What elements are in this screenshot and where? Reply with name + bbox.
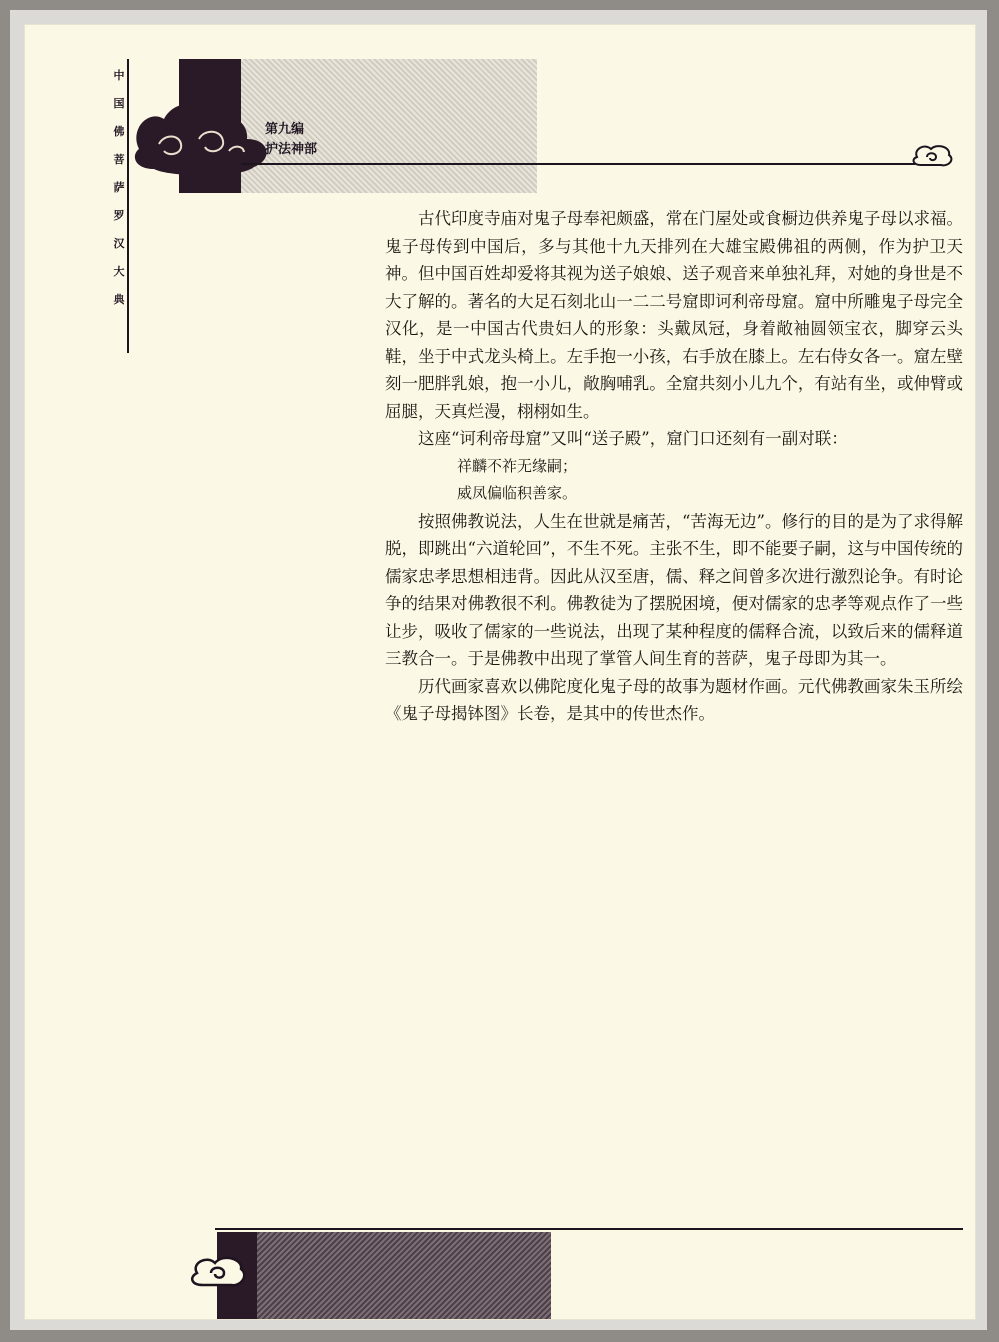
book-page <box>24 24 976 1320</box>
couplet-line: 祥麟不祚无缘嗣； <box>457 456 578 475</box>
chapter-heading <box>265 120 317 160</box>
chapter-number: 第九编 <box>265 122 305 137</box>
footer-texture <box>257 1232 551 1320</box>
paragraph: 这座“诃利帝母窟”又叫“送子殿”，窟门口还刻有一副对联： <box>418 429 848 448</box>
article-body <box>385 205 963 728</box>
series-title-char: 汉 <box>113 237 125 250</box>
series-title-char: 国 <box>113 97 125 110</box>
header-rule <box>241 163 915 165</box>
cloud-scroll-ornament-icon <box>129 89 279 179</box>
series-title-char: 大 <box>113 265 125 278</box>
cloud-swirl-icon <box>189 1253 249 1289</box>
series-title-vertical <box>109 67 129 307</box>
paragraph: 按照佛教说法，人生在世就是痛苦，“苦海无边”。修行的目的是为了求得解脱，即跳出“六道轮回”，不生不死。主张不生，即不能要子嗣，这与中国传统的儒家忠孝思想相违背。因此从汉至唐，儒、释之间曾多次进行激烈论争。有时论争的结果对佛教很不利。佛教徒为了摆脱困境，便对儒家的忠孝等观点作了一些让步，吸收了儒家的一些说法，出现了某种程度的儒释合流，以致后来的儒释道三教合一。于是佛教中出现了掌管人间生育的菩萨，鬼子母即为其一。 <box>385 511 963 668</box>
couplet-line: 威凤偏临积善家。 <box>457 484 578 502</box>
series-title-char: 萨 <box>113 181 125 194</box>
paragraph: 古代印度寺庙对鬼子母奉祀颇盛，常在门屋处或食橱边供养鬼子母以求福。鬼子母传到中国后，多与其他十九天排列在大雄宝殿佛祖的两侧，作为护卫天神。但中国百姓却爱将其视为送子娘娘、送子观音来单独礼拜，对她的身世是不大了解的。著名的大足石刻北山一二二号窟即诃利帝母窟。窟中所雕鬼子母完全汉化，是一中国古代贵妇人的形象：头戴凤冠，身着敞袖圆领宝衣，脚穿云头鞋，坐于中式龙头椅上。左手抱一小孩，右手放在膝上。左右侍女各一。窟左壁刻一肥胖乳娘，抱一小儿，敞胸哺乳。全窟共刻小儿九个，有站有坐，或伸臂或屈腿，天真烂漫，栩栩如生。 <box>385 209 963 421</box>
chapter-name: 护法神部 <box>265 142 318 157</box>
cloud-swirl-icon <box>911 143 955 169</box>
paragraph: 历代画家喜欢以佛陀度化鬼子母的故事为题材作画。元代佛教画家朱玉所绘《鬼子母揭钵图》长卷，是其中的传世杰作。 <box>385 676 963 723</box>
series-title-char: 菩 <box>113 153 125 166</box>
series-title-char: 典 <box>113 293 125 306</box>
footer-rule <box>215 1228 963 1230</box>
series-title-char: 中 <box>113 69 125 82</box>
series-title-char: 罗 <box>113 209 125 222</box>
series-title-char: 佛 <box>113 125 125 138</box>
